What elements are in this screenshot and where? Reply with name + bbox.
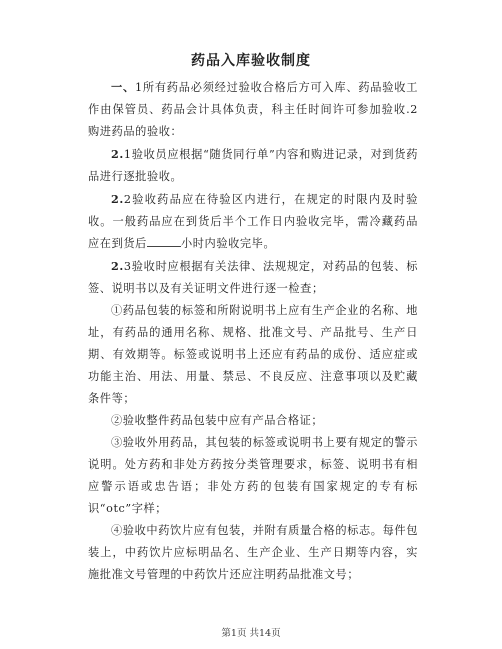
page-number: 第1页 共14页 — [221, 628, 281, 639]
paragraph-text: 1验收员应根据“随货同行单”内容和购进记录，对到货药品进行逐批验收。 — [88, 148, 418, 183]
document-title: 药品入库验收制度 — [191, 53, 311, 69]
paragraph-text: 3验收时应根据有关法律、法规规定，对药品的包装、标签、说明书以及有关证明文件进行逐一检查； — [88, 260, 418, 295]
paragraph-text: ③验收外用药品，其包装的标签或说明书上要有规定的警示说明。处方药和非处方药按分类管理要求，标签、说明书有相应警示语或忠告语；非处方药的包装有国家规定的专有标识“otc”字样； — [88, 436, 418, 515]
paragraph-3 — [88, 188, 418, 255]
paragraph-4 — [88, 255, 418, 300]
paragraph-5 — [88, 300, 418, 410]
paragraph-8 — [88, 520, 418, 586]
paragraph-lead: 2. — [111, 147, 124, 161]
paragraph-lead: 2. — [111, 192, 124, 206]
paragraph-text: ②验收整件药品包装中应有产品合格证； — [111, 414, 324, 427]
paragraph-text: ①药品包装的标签和所附说明书上应有生产企业的名称、地址，有药品的通用名称、规格、批准文号、产品批号、生产日期、有效期等。标签或说明书上还应有药品的成份、适应症或功能主治、用法、用量、禁忌、不良反应、注意事项以及贮藏条件等； — [88, 304, 418, 405]
paragraph-tail: 小时内验收完毕。 — [180, 237, 276, 250]
paragraph-7 — [88, 432, 418, 520]
paragraph-text: 1所有药品必须经过验收合格后方可入库、药品验收工作由保管员、药品会计具体负责，科主任时间许可参加验收.2购进药品的验收： — [88, 81, 418, 138]
paragraph-text: ④验收中药饮片应有包装，并附有质量合格的标志。每件包装上，中药饮片应标明品名、生产企业、生产日期等内容，实施批准文号管理的中药饮片还应注明药品批准文号； — [88, 524, 418, 581]
paragraph-text: 2验收药品应在待验区内进行，在规定的时限内及时验收。一般药品应在到货后半个工作日内验收完毕，需冷藏药品应在到货后 — [88, 193, 418, 250]
paragraph-lead: 2. — [111, 259, 124, 273]
paragraph-lead: 一、 — [111, 80, 135, 94]
fill-in-blank — [147, 234, 181, 247]
paragraph-1 — [88, 76, 418, 143]
paragraph-2 — [88, 143, 418, 188]
document-body — [88, 76, 418, 586]
paragraph-6 — [88, 410, 418, 432]
